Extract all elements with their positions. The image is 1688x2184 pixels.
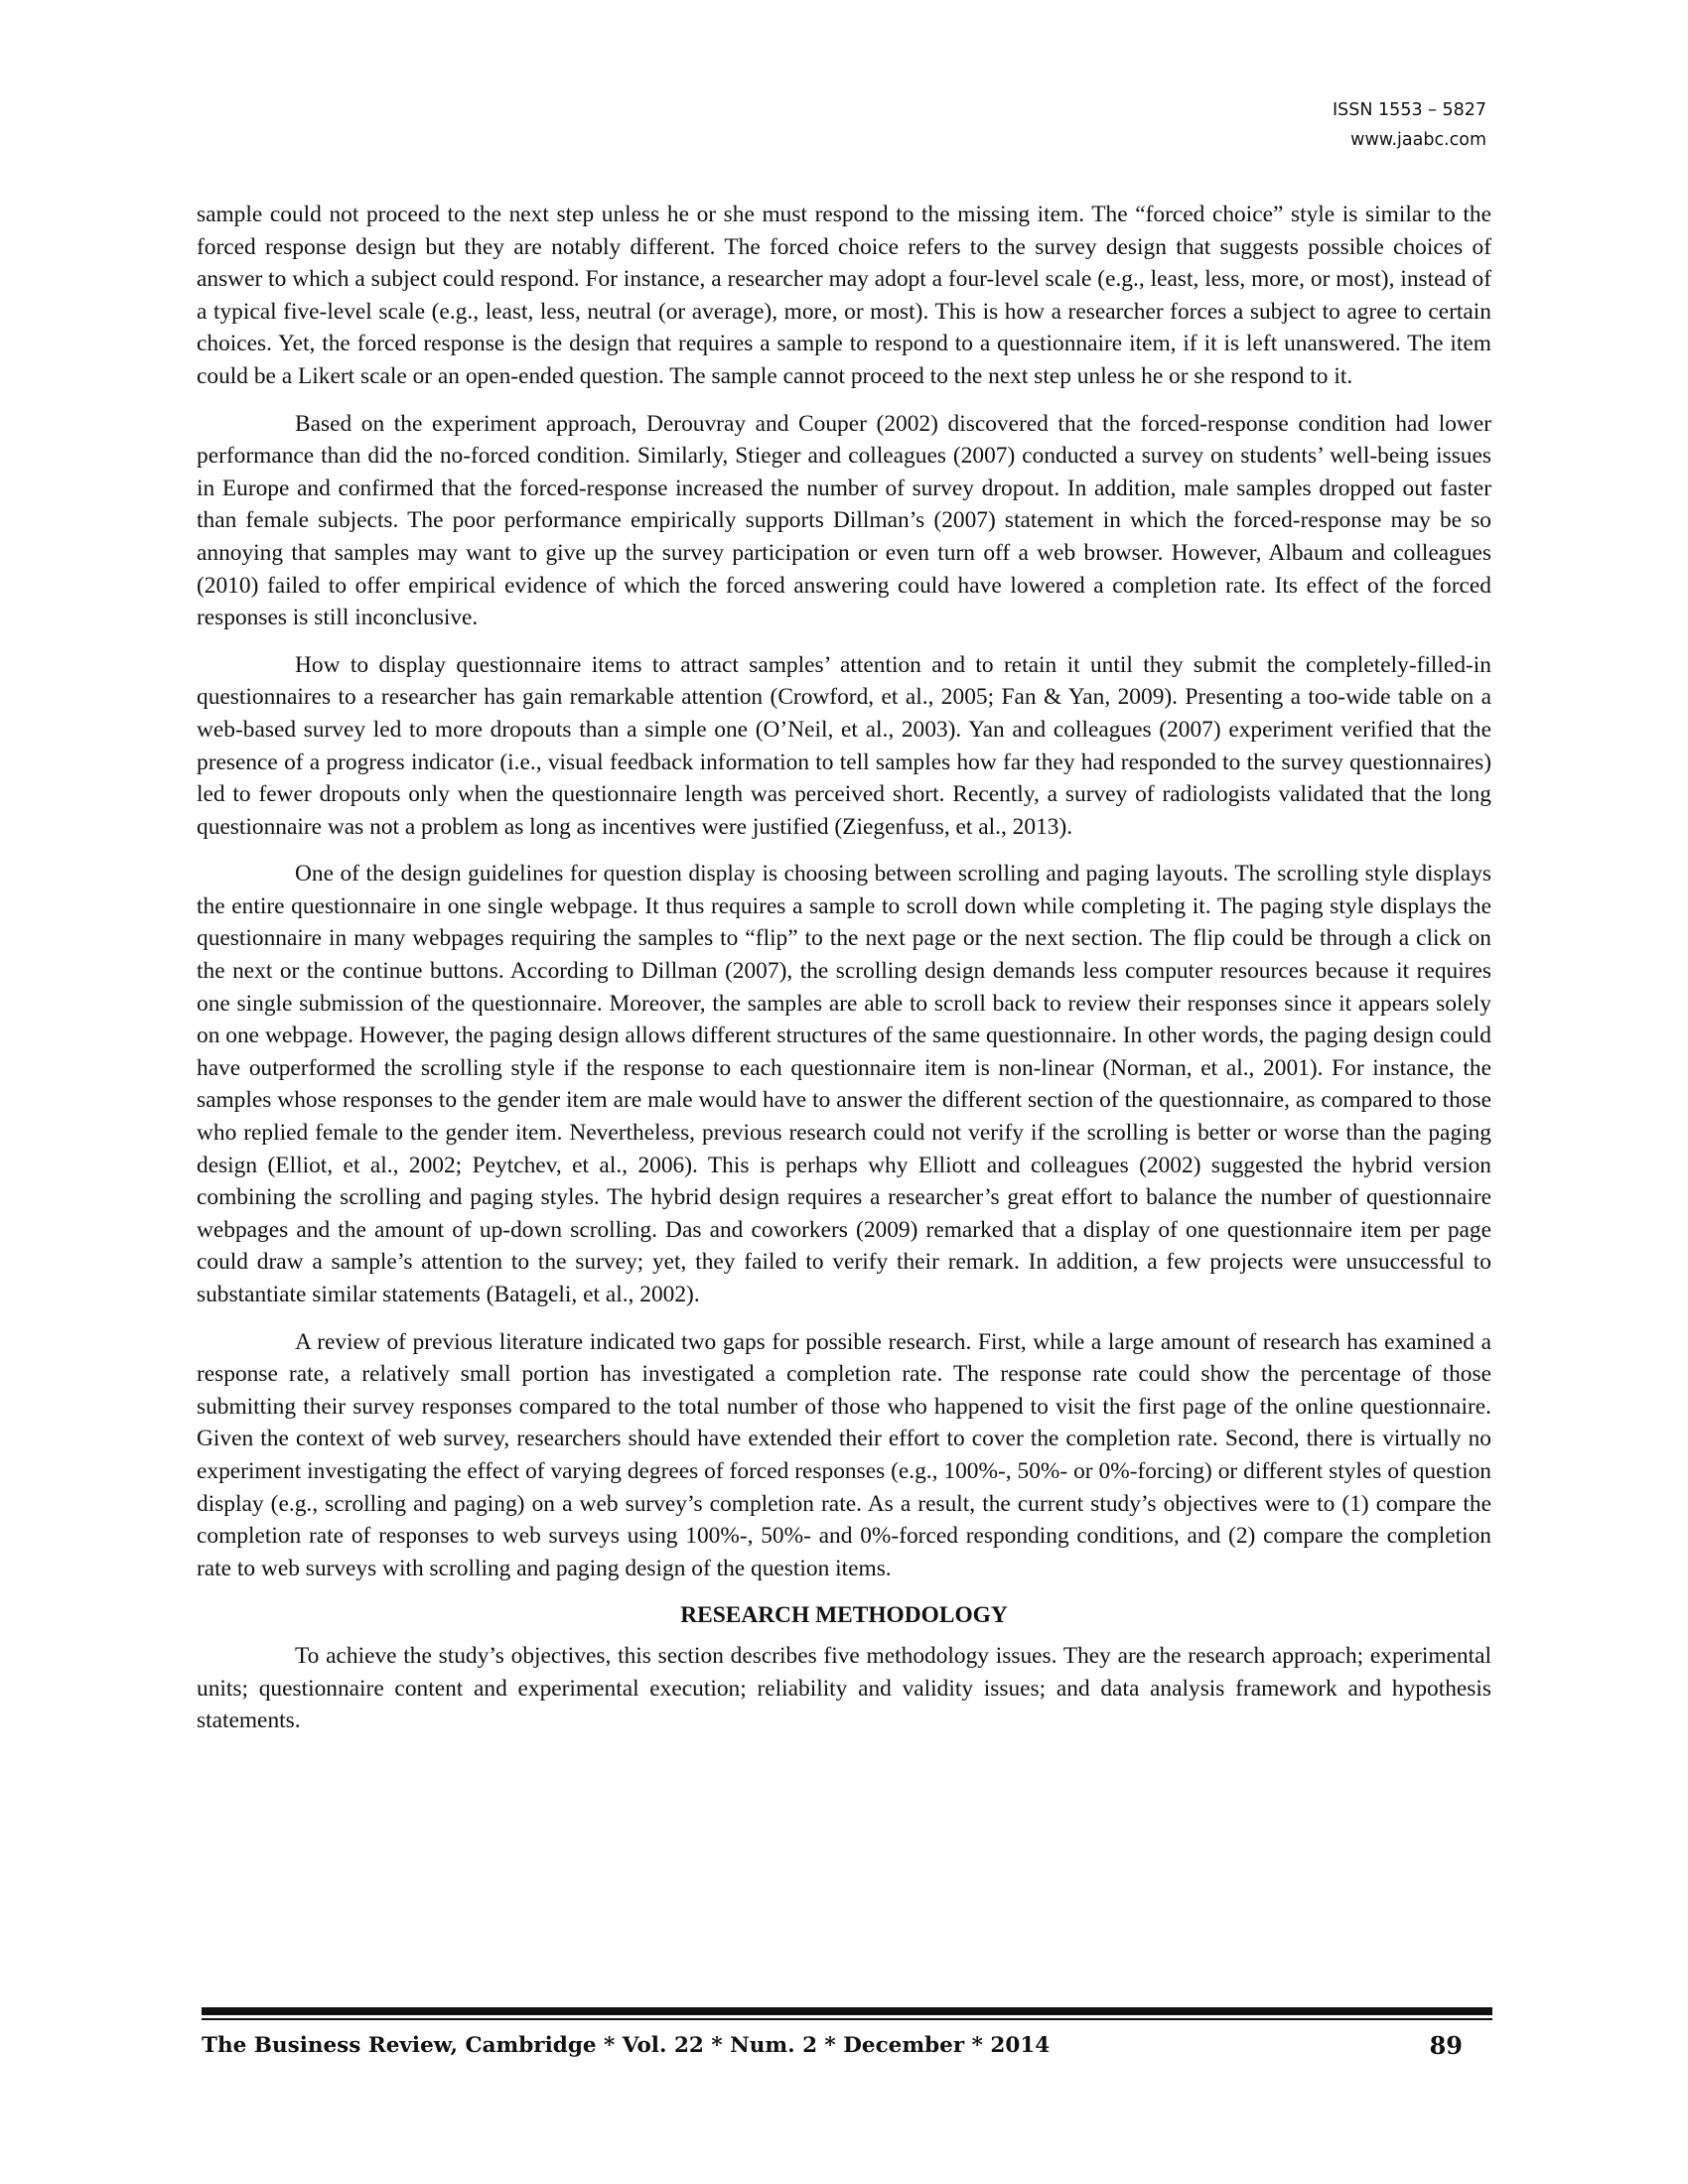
footer-journal-citation: The Business Review, Cambridge * Vol. 22 * Num. 2 * December * 2014 xyxy=(202,2033,1051,2058)
issn-label: ISSN 1553 – 5827 xyxy=(1333,100,1486,120)
journal-website: www.jaabc.com xyxy=(1350,130,1486,150)
page-number: 89 xyxy=(1429,2031,1463,2060)
body-paragraph-5: A review of previous literature indicated two gaps for possible research. First, while a large amount of research has examined a response rate, a relatively small portion has investigated a completion rate. The response rate could show the percentage of those submitting their survey responses compared to the total number of those who happened to visit the first page of the online questionnaire. Given the context of web survey, researchers should have extended their effort to cover the completion rate. Second, there is virtually no experiment investigating the effect of varying degrees of forced responses (e.g., 100%-, 50%- or 0%-forcing) or different styles of question display (e.g., scrolling and paging) on a web survey’s completion rate. As a result, the current study’s objectives were to (1) compare the completion rate of responses to web surveys using 100%-, 50%- and 0%-forced responding conditions, and (2) compare the completion rate to web surveys with scrolling and paging design of the question items. xyxy=(197,1328,1491,1581)
body-paragraph-3: How to display questionnaire items to attract samples’ attention and to retain it until they submit the completely-filled-in questionnaires to a researcher has gain remarkable attention (Crowford, et al., 2005; Fan & Yan, 2009). Presenting a too-wide table on a web-based survey led to more dropouts than a simple one (O’Neil, et al., 2003). Yan and colleagues (2007) experiment verified that the presence of a progress indicator (i.e., visual feedback information to tell samples how far they had responded to the survey questionnaires) led to fewer dropouts only when the questionnaire length was perceived short. Recently, a survey of radiologists validated that the long questionnaire was not a problem as long as incentives were justified (Ziegenfuss, et al., 2013). xyxy=(197,651,1491,840)
body-paragraph-4: One of the design guidelines for question display is choosing between scrolling and paging layouts. The scrolling style displays the entire questionnaire in one single webpage. It thus requires a sample to scroll down while completing it. The paging style displays the questionnaire in many webpages requiring the samples to “flip” to the next page or the next section. The flip could be through a click on the next or the continue buttons. According to Dillman (2007), the scrolling design demands less computer resources because it requires one single submission of the questionnaire. Moreover, the samples are able to scroll back to review their responses since it appears solely on one webpage. However, the paging design allows different structures of the same questionnaire. In other words, the paging design could have outperformed the scrolling style if the response to each questionnaire item is non-linear (Norman, et al., 2001). For instance, the samples whose responses to the gender item are male would have to answer the different section of the questionnaire, as compared to those who replied female to the gender item. Nevertheless, previous research could not verify if the scrolling is better or worse than the paging design (Elliot, et al., 2002; Peytchev, et al., 2006). This is perhaps why Elliott and colleagues (2002) suggested the hybrid version combining the scrolling and paging styles. The hybrid design requires a researcher’s great effort to balance the number of questionnaire webpages and the amount of up-down scrolling. Das and coworkers (2009) remarked that a display of one questionnaire item per page could draw a sample’s attention to the survey; yet, they failed to verify their remark. In addition, a few projects were unsuccessful to substantiate similar statements (Batageli, et al., 2002). xyxy=(197,861,1491,1307)
article-body xyxy=(197,199,1491,1752)
body-paragraph-2: Based on the experiment approach, Derouvray and Couper (2002) discovered that the forced-response condition had lower performance than did the no-forced condition. Similarly, Stieger and colleagues (2007) conducted a survey on students’ well-being issues in Europe and confirmed that the forced-response increased the number of survey dropout. In addition, male samples dropped out faster than female subjects. The poor performance empirically supports Dillman’s (2007) statement in which the forced-response may be so annoying that samples may want to give up the survey participation or even turn off a web browser. However, Albaum and colleagues (2010) failed to offer empirical evidence of which the forced answering could have lowered a completion rate. Its effect of the forced responses is still inconclusive. xyxy=(197,410,1491,631)
section-heading: RESEARCH METHODOLOGY xyxy=(680,1602,1008,1629)
methodology-paragraph: To achieve the study’s objectives, this section describes five methodology issues. They are the research approach; experimental units; questionnaire content and experimental execution; reliability and validity issues; and data analysis framework and hypothesis statements. xyxy=(197,1642,1491,1734)
body-paragraph-1: sample could not proceed to the next step unless he or she must respond to the missing item. The “forced choice” style is similar to the forced response design but they are notably different. The forced choice refers to the survey design that suggests possible choices of answer to which a subject could respond. For instance, a researcher may adopt a four-level scale (e.g., least, less, more, or most), instead of a typical five-level scale (e.g., least, less, neutral (or average), more, or most). This is how a researcher forces a subject to agree to certain choices. Yet, the forced response is the design that requires a sample to respond to a questionnaire item, if it is left unanswered. The item could be a Likert scale or an open-ended question. The sample cannot proceed to the next step unless he or she respond to it. xyxy=(197,202,1491,389)
footer-rule-thick xyxy=(202,2007,1492,2015)
footer-rule-thin xyxy=(202,2018,1492,2020)
page-header xyxy=(1333,95,1486,155)
